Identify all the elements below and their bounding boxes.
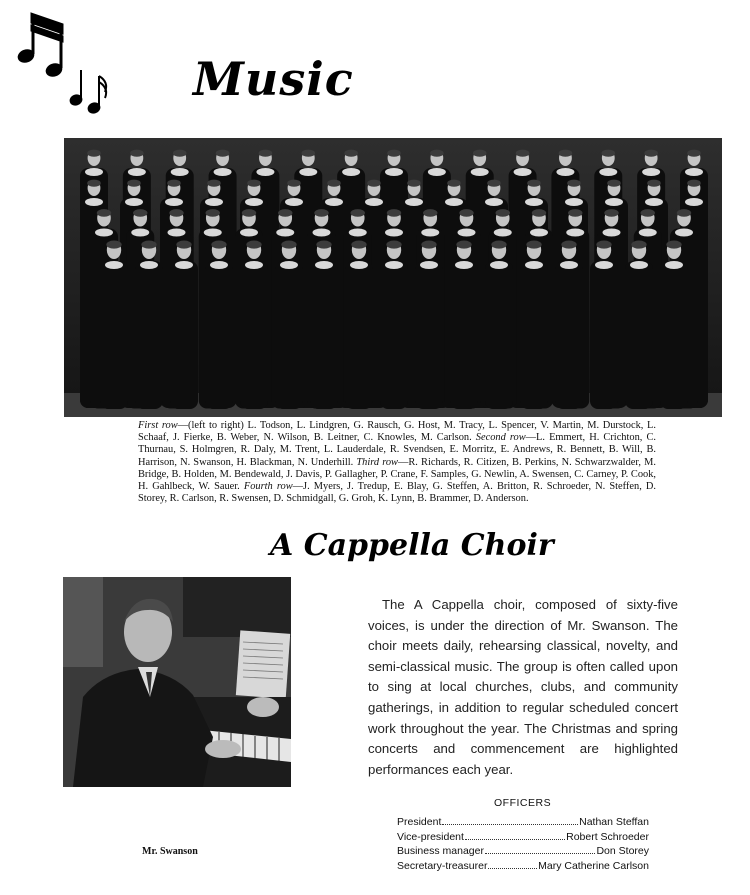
choir-member-collar (175, 261, 193, 269)
choir-member-collar (245, 261, 263, 269)
choir-member-hair (601, 150, 615, 157)
choir-member-collar (280, 261, 298, 269)
choir-member-hair (687, 180, 701, 187)
officer-role: Business manager (397, 845, 484, 857)
choir-member-collar (471, 168, 489, 176)
choir-member-collar (240, 229, 258, 237)
description-paragraph: The A Cappella choir, composed of sixty-five voices, is under the direction of Mr. Swanson. The choir meets daily, rehearsing classical, novelty, and semi-classical music. The group is often called upon to sing at local churches, clubs, and community gatherings, in addition to regular scheduled concert work throughout the year. The Christmas and spring concerts and commencement are highlighted performances each year. (368, 597, 678, 777)
choir-member-robe (205, 261, 233, 409)
choir-member-collar (256, 168, 274, 176)
choir-member-hair (631, 241, 646, 249)
choir-member-hair (387, 209, 401, 217)
choir-member-hair (242, 209, 256, 217)
choir-member-robe (660, 261, 688, 409)
caption-row2-text: —L. Emmert, H. Crichton, C. Thurnau, S. Holmgren, R. Daly, M. Trent, L. Lauderdale, R. Svendsen, E. Morritz, E. Andrews, R. Bennett, B. Will, B. Harrison, N. Swanson, H. Blackman, N. Underhill. (138, 432, 656, 468)
choir-member-hair (127, 180, 141, 187)
choir-member-collar (560, 261, 578, 269)
choir-description (368, 595, 678, 780)
choir-member-collar (420, 261, 438, 269)
choir-member-hair (473, 150, 487, 157)
caption-row4-label: Fourth row (243, 481, 293, 493)
choir-member-hair (207, 180, 221, 187)
caption-row3-label: Third row (356, 456, 398, 468)
officer-name: Don Storey (596, 845, 649, 857)
choir-member-hair (367, 180, 381, 187)
choir-member-robe (135, 261, 163, 409)
choir-member-hair (607, 180, 621, 187)
choir-member-robe (625, 261, 653, 409)
choir-member-collar (525, 261, 543, 269)
choir-member-hair (97, 209, 111, 217)
choir-member-collar (85, 198, 103, 206)
caption-row2-label: Second row (475, 432, 526, 444)
choir-member-hair (532, 209, 546, 217)
choir-member-collar (525, 198, 543, 206)
officer-role: Vice-president (397, 830, 464, 843)
choir-member-hair (278, 209, 292, 217)
choir-member-hair (211, 241, 226, 249)
portrait-photo (63, 577, 291, 787)
choir-member-collar (490, 261, 508, 269)
choir-member-hair (644, 150, 658, 157)
choir-member-hair (430, 150, 444, 157)
choir-member-hair (387, 150, 401, 157)
choir-member-collar (385, 261, 403, 269)
choir-member-collar (105, 261, 123, 269)
choir-member-hair (259, 150, 273, 157)
choir-member-hair (167, 180, 181, 187)
choir-member-collar (642, 168, 660, 176)
choir-member-collar (630, 261, 648, 269)
choir-member-collar (171, 168, 189, 176)
choir-member-robe (345, 261, 373, 409)
choir-member-collar (342, 168, 360, 176)
officer-row (397, 860, 649, 875)
choir-member-hair (386, 241, 401, 249)
choir-member-collar (385, 168, 403, 176)
choir-member-collar (85, 168, 103, 176)
officer-row (397, 816, 649, 831)
choir-member-robe (100, 261, 128, 409)
choir-member-collar (128, 168, 146, 176)
dot-leader (465, 839, 565, 840)
choir-member-hair (206, 209, 220, 217)
choir-member-hair (344, 150, 358, 157)
choir-member-robe (275, 261, 303, 409)
choir-member-hair (133, 209, 147, 217)
choir-member-hair (487, 180, 501, 187)
choir-member-collar (685, 198, 703, 206)
choir-member-robe (380, 261, 408, 409)
choir-member-hair (687, 150, 701, 157)
choir-member-robe (450, 261, 478, 409)
choir-member-hair (568, 209, 582, 217)
choir-member-robe (590, 261, 618, 409)
choir-member-collar (458, 229, 476, 237)
caption-row4-text: —J. Myers, J. Tredup, E. Blay, G. Steffen, A. Britton, R. Schroeder, N. Steffen, D. Storey, R. Carlson, R. Swensen, D. Schmidgall, G. Groh, K. Lynn, B. Brammer, D. Anderson. (138, 481, 657, 505)
choir-member-hair (141, 241, 156, 249)
choir-member-collar (565, 198, 583, 206)
choir-member-collar (140, 261, 158, 269)
choir-member-collar (205, 198, 223, 206)
choir-member-collar (95, 229, 113, 237)
choir-member-collar (299, 168, 317, 176)
choir-member-hair (526, 241, 541, 249)
choir-member-hair (169, 209, 183, 217)
choir-member-robe (240, 261, 268, 409)
choir-member-collar (210, 261, 228, 269)
choir-member-hair (247, 180, 261, 187)
choir-member-hair (421, 241, 436, 249)
choir-member-collar (245, 198, 263, 206)
choir-member-hair (216, 150, 230, 157)
choir-member-collar (350, 261, 368, 269)
choir-member-robe (415, 261, 443, 409)
choir-member-hair (447, 180, 461, 187)
choir-member-collar (514, 168, 532, 176)
choir-member-collar (530, 229, 548, 237)
choir-member-collar (639, 229, 657, 237)
choir-member-hair (106, 241, 121, 249)
choir-member-hair (87, 180, 101, 187)
choir-member-collar (603, 229, 621, 237)
choir-member-hair (316, 241, 331, 249)
choir-member-collar (285, 198, 303, 206)
choir-member-hair (641, 209, 655, 217)
officer-row (397, 831, 649, 846)
choir-member-collar (125, 198, 143, 206)
section-title: A Cappella Choir (270, 528, 554, 563)
officers-heading: OFFICERS (494, 797, 552, 809)
officer-row (397, 845, 649, 860)
choir-member-collar (428, 168, 446, 176)
choir-member-robe (520, 261, 548, 409)
choir-member-robe (485, 261, 513, 409)
choir-member-collar (595, 261, 613, 269)
choir-member-hair (567, 180, 581, 187)
choir-member-hair (327, 180, 341, 187)
choir-member-hair (301, 150, 315, 157)
choir-member-collar (131, 229, 149, 237)
choir-member-collar (605, 198, 623, 206)
choir-member-collar (665, 261, 683, 269)
choir-member-hair (596, 241, 611, 249)
caption-row3-text: —R. Richards, R. Citizen, B. Perkins, N. Schwarzwalder, M. Bridge, B. Holden, M. Bendewald, J. Davis, P. Gallagher, P. Crane, F. Samples, G. Newlin, A. Swensen, C. Carney, P. Cook, H. Gahlbeck, W. Sauer. (138, 456, 656, 493)
choir-member-collar (556, 168, 574, 176)
choir-member-collar (485, 198, 503, 206)
choir-member-collar (599, 168, 617, 176)
choir-member-collar (349, 229, 367, 237)
choir-member-hair (561, 241, 576, 249)
choir-member-hair (456, 241, 471, 249)
choir-member-collar (325, 198, 343, 206)
choir-member-hair (287, 180, 301, 187)
choir-member-hair (130, 150, 144, 157)
choir-member-collar (455, 261, 473, 269)
choir-member-collar (168, 229, 186, 237)
choir-member-collar (675, 229, 693, 237)
officer-name: Nathan Steffan (579, 816, 649, 828)
choir-member-hair (423, 209, 437, 217)
choir-member-collar (385, 229, 403, 237)
choir-member-collar (313, 229, 331, 237)
choir-member-collar (494, 229, 512, 237)
choir-member-collar (405, 198, 423, 206)
choir-member-collar (685, 168, 703, 176)
page-title: Music (193, 52, 354, 106)
choir-member-hair (176, 241, 191, 249)
choir-member-collar (566, 229, 584, 237)
choir-member-collar (315, 261, 333, 269)
choir-member-collar (276, 229, 294, 237)
choir-member-hair (246, 241, 261, 249)
choir-member-hair (647, 180, 661, 187)
dot-leader (488, 868, 537, 869)
choir-member-hair (281, 241, 296, 249)
dot-leader (442, 824, 578, 825)
choir-member-hair (314, 209, 328, 217)
choir-member-hair (666, 241, 681, 249)
choir-member-collar (165, 198, 183, 206)
choir-member-hair (677, 209, 691, 217)
choir-member-hair (604, 209, 618, 217)
choir-caption (138, 420, 656, 505)
choir-member-robe (170, 261, 198, 409)
officer-role: President (397, 816, 442, 828)
officer-name: Mary Catherine Carlson (538, 859, 649, 872)
choir-member-collar (445, 198, 463, 206)
choir-member-collar (204, 229, 222, 237)
choir-member-hair (351, 241, 366, 249)
officer-role: Secretary-treasurer (397, 859, 488, 872)
choir-member-hair (87, 150, 101, 157)
choir-member-collar (214, 168, 232, 176)
choir-member-hair (351, 209, 365, 217)
music-notes-icon (14, 8, 114, 118)
choir-member-hair (527, 180, 541, 187)
choir-member-hair (496, 209, 510, 217)
choir-member-robe (555, 261, 583, 409)
caption-row1-text: —(left to right) L. Todson, L. Lindgren, G. Rausch, G. Host, M. Tracy, L. Spencer, V. Martin, M. Durstock, L. Schaaf, J. Fierke, B. Weber, N. Wilson, B. Leitner, C. Knowles, M. Carlson. (138, 420, 656, 444)
dot-leader (485, 853, 596, 854)
choir-member-robe (310, 261, 338, 409)
choir-member-collar (645, 198, 663, 206)
choir-photo (64, 138, 722, 417)
choir-member-collar (365, 198, 383, 206)
choir-member-hair (491, 241, 506, 249)
choir-member-hair (173, 150, 187, 157)
choir-member-hair (459, 209, 473, 217)
caption-row1-label: First row (138, 420, 178, 431)
officers-list (397, 816, 649, 874)
portrait-caption: Mr. Swanson (142, 846, 198, 857)
choir-member-hair (516, 150, 530, 157)
choir-member-hair (407, 180, 421, 187)
officer-name: Robert Schroeder (566, 830, 649, 843)
choir-member-collar (421, 229, 439, 237)
choir-member-hair (559, 150, 573, 157)
